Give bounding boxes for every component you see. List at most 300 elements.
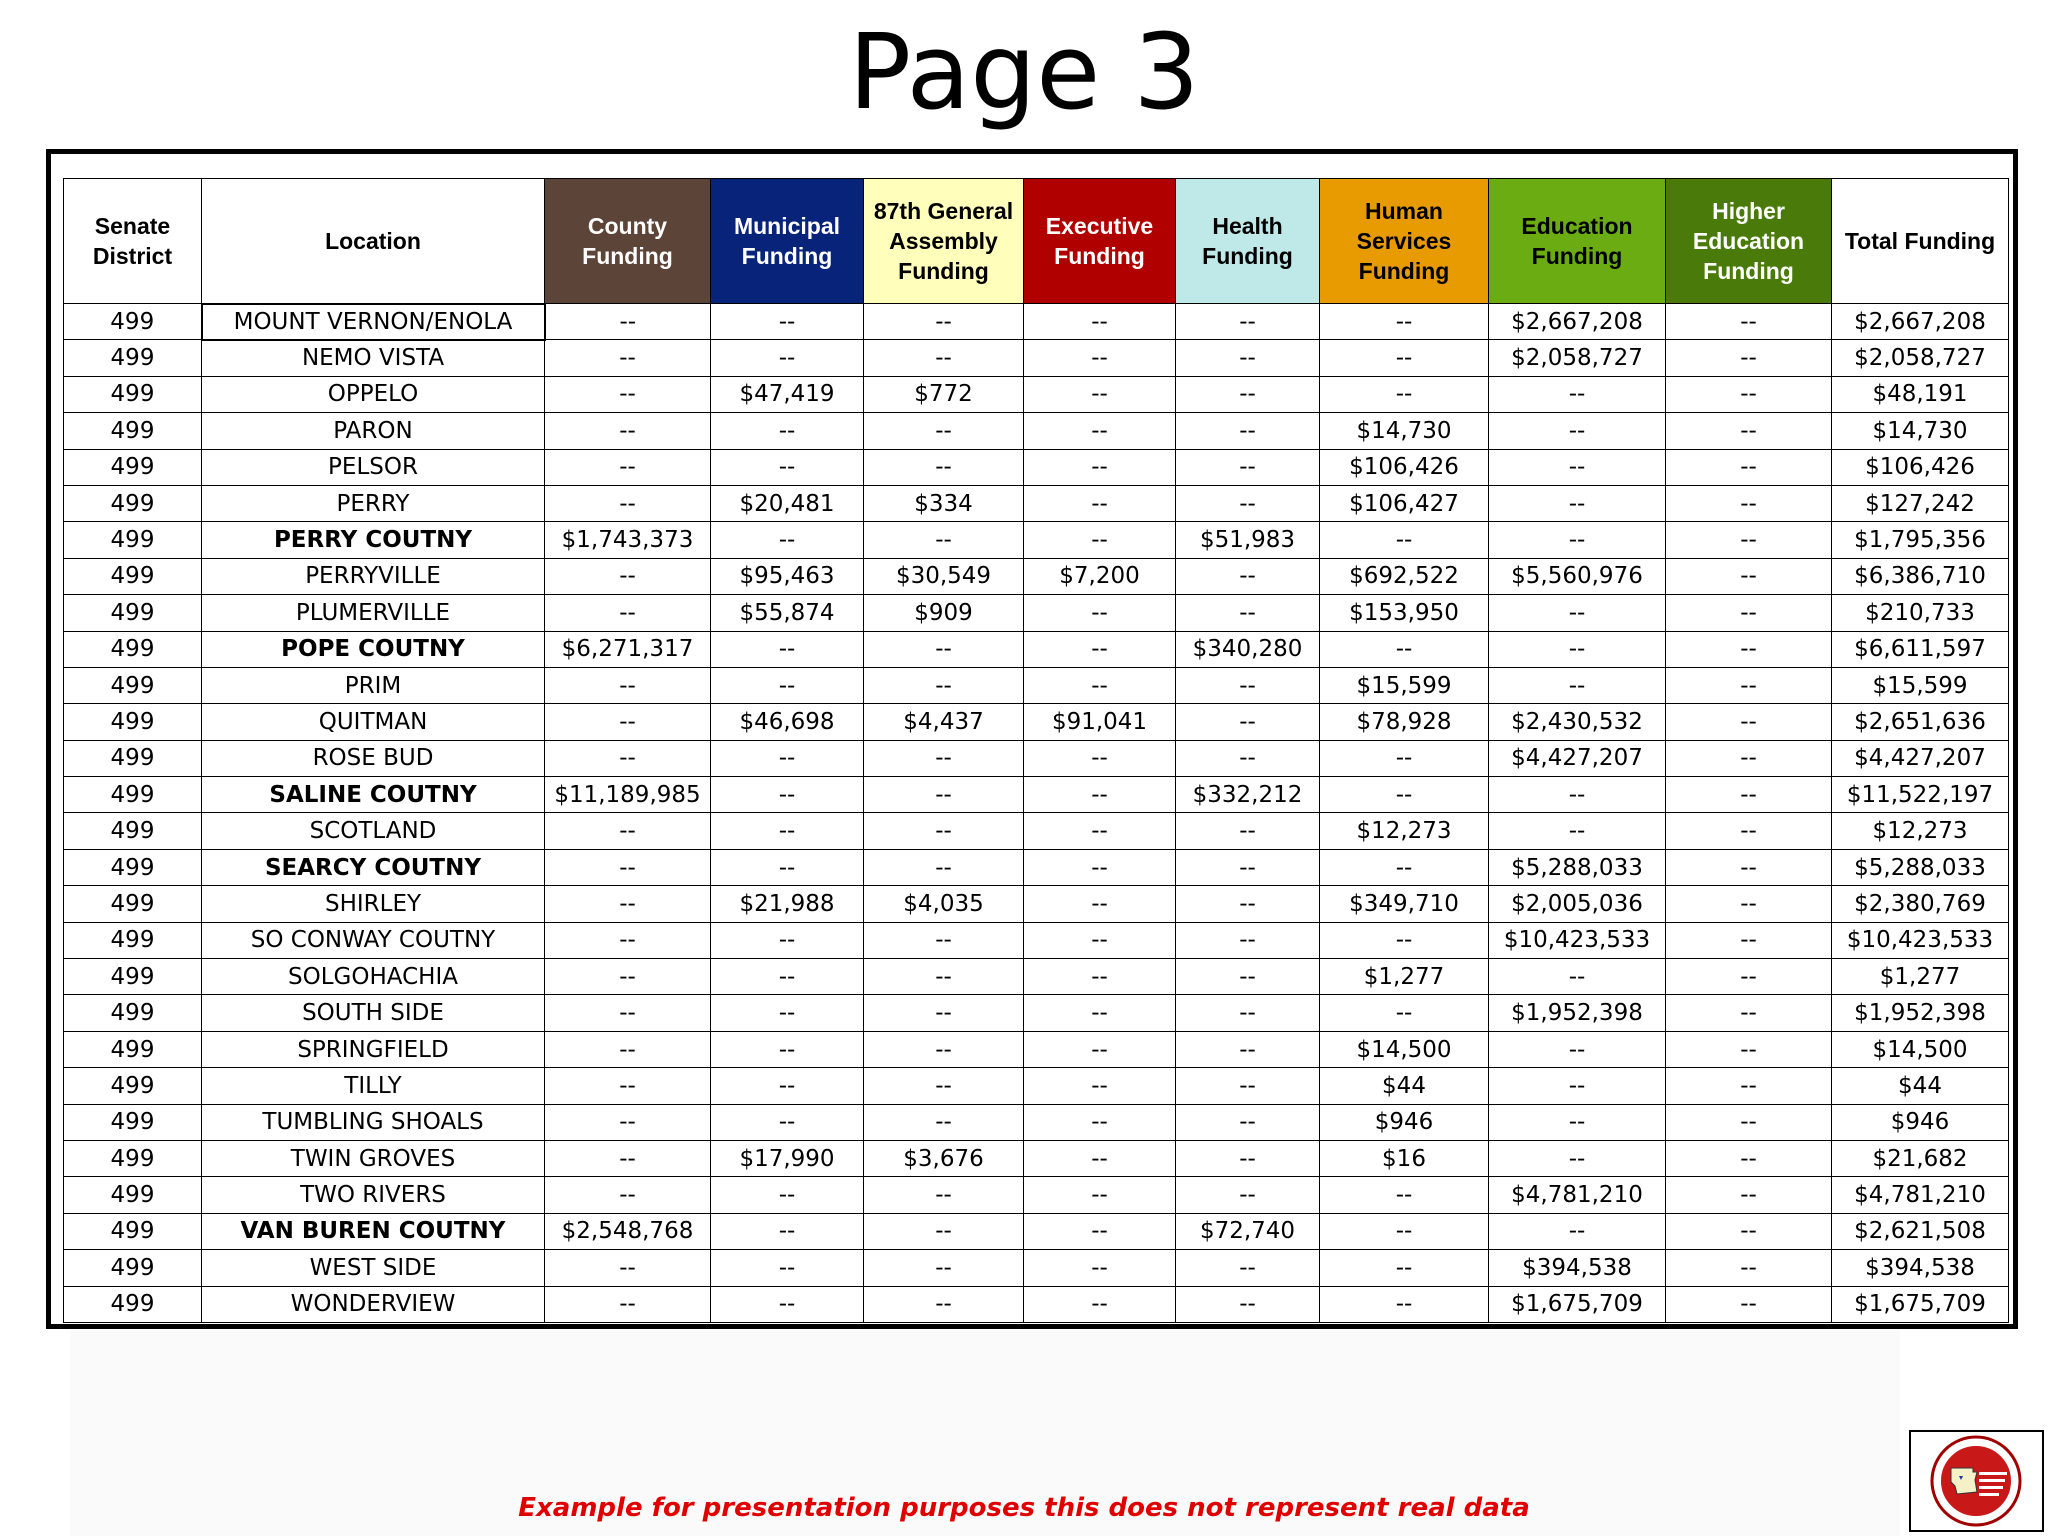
municipal-funding-cell: -- xyxy=(711,449,864,485)
education-funding-cell: $5,560,976 xyxy=(1489,558,1666,594)
table-row xyxy=(64,849,2009,885)
assembly-funding-cell: -- xyxy=(864,340,1024,376)
human-services-funding-cell: $44 xyxy=(1320,1068,1489,1104)
county-funding-cell: -- xyxy=(545,1177,711,1213)
education-funding-cell: -- xyxy=(1489,813,1666,849)
senate-district-cell: 499 xyxy=(64,959,202,995)
senate-district-cell: 499 xyxy=(64,1250,202,1286)
municipal-funding-cell: -- xyxy=(711,1286,864,1322)
assembly-funding-cell: -- xyxy=(864,449,1024,485)
table-row xyxy=(64,449,2009,485)
table-row xyxy=(64,813,2009,849)
table-row xyxy=(64,522,2009,558)
human-services-funding-cell: -- xyxy=(1320,922,1489,958)
total-funding-cell: $127,242 xyxy=(1832,485,2009,521)
funding-table xyxy=(63,178,2009,1323)
location-cell: SOLGOHACHIA xyxy=(202,959,545,995)
table-row xyxy=(64,1068,2009,1104)
human-services-funding-cell: $106,427 xyxy=(1320,485,1489,521)
higher-education-funding-cell: -- xyxy=(1666,995,1832,1031)
senate-district-cell: 499 xyxy=(64,886,202,922)
higher-education-funding-cell: -- xyxy=(1666,485,1832,521)
higher-education-funding-cell: -- xyxy=(1666,1250,1832,1286)
table-row xyxy=(64,1031,2009,1067)
higher-education-funding-cell: -- xyxy=(1666,1213,1832,1249)
county-funding-cell: -- xyxy=(545,667,711,703)
county-funding-cell: -- xyxy=(545,1140,711,1176)
executive-funding-cell: -- xyxy=(1024,485,1176,521)
municipal-funding-cell: $21,988 xyxy=(711,886,864,922)
location-cell: PARON xyxy=(202,413,545,449)
table-row xyxy=(64,667,2009,703)
senate-district-cell: 499 xyxy=(64,740,202,776)
county-funding-cell: -- xyxy=(545,595,711,631)
health-funding-cell: -- xyxy=(1176,1031,1320,1067)
county-funding-cell: $1,743,373 xyxy=(545,522,711,558)
senate-district-cell: 499 xyxy=(64,849,202,885)
higher-education-funding-cell: -- xyxy=(1666,413,1832,449)
location-cell: SOUTH SIDE xyxy=(202,995,545,1031)
assembly-funding-cell: $4,437 xyxy=(864,704,1024,740)
senate-district-cell: 499 xyxy=(64,777,202,813)
health-funding-cell: -- xyxy=(1176,1250,1320,1286)
senate-district-cell: 499 xyxy=(64,413,202,449)
total-funding-cell: $946 xyxy=(1832,1104,2009,1140)
total-funding-cell: $15,599 xyxy=(1832,667,2009,703)
table-row xyxy=(64,558,2009,594)
municipal-funding-cell: -- xyxy=(711,995,864,1031)
municipal-funding-cell: -- xyxy=(711,1031,864,1067)
location-cell: SHIRLEY xyxy=(202,886,545,922)
assembly-funding-cell: -- xyxy=(864,813,1024,849)
header-health-funding: Health Funding xyxy=(1176,179,1320,304)
table-row xyxy=(64,1104,2009,1140)
header-higher-education-funding: Higher Education Funding xyxy=(1666,179,1832,304)
education-funding-cell: -- xyxy=(1489,522,1666,558)
education-funding-cell: -- xyxy=(1489,1031,1666,1067)
senate-district-cell: 499 xyxy=(64,813,202,849)
county-funding-cell: -- xyxy=(545,413,711,449)
senate-district-cell: 499 xyxy=(64,667,202,703)
footer-disclaimer: Example for presentation purposes this does not represent real data xyxy=(518,1493,1530,1523)
education-funding-cell: -- xyxy=(1489,1104,1666,1140)
executive-funding-cell: -- xyxy=(1024,1177,1176,1213)
table-body xyxy=(64,304,2009,1323)
education-funding-cell: $1,675,709 xyxy=(1489,1286,1666,1322)
county-funding-cell: -- xyxy=(545,995,711,1031)
human-services-funding-cell: -- xyxy=(1320,1250,1489,1286)
assembly-funding-cell: $772 xyxy=(864,376,1024,412)
higher-education-funding-cell: -- xyxy=(1666,304,1832,340)
executive-funding-cell: -- xyxy=(1024,959,1176,995)
health-funding-cell: -- xyxy=(1176,413,1320,449)
total-funding-cell: $5,288,033 xyxy=(1832,849,2009,885)
health-funding-cell: -- xyxy=(1176,886,1320,922)
senate-district-cell: 499 xyxy=(64,558,202,594)
education-funding-cell: -- xyxy=(1489,667,1666,703)
executive-funding-cell: -- xyxy=(1024,777,1176,813)
municipal-funding-cell: $20,481 xyxy=(711,485,864,521)
assembly-funding-cell: -- xyxy=(864,667,1024,703)
location-cell: SALINE COUTNY xyxy=(202,777,545,813)
executive-funding-cell: -- xyxy=(1024,1140,1176,1176)
executive-funding-cell: -- xyxy=(1024,922,1176,958)
assembly-funding-cell: -- xyxy=(864,1250,1024,1286)
human-services-funding-cell: $946 xyxy=(1320,1104,1489,1140)
header-total-funding: Total Funding xyxy=(1832,179,2009,304)
municipal-funding-cell: -- xyxy=(711,1213,864,1249)
county-funding-cell: -- xyxy=(545,376,711,412)
municipal-funding-cell: $46,698 xyxy=(711,704,864,740)
table-row xyxy=(64,485,2009,521)
education-funding-cell: -- xyxy=(1489,631,1666,667)
total-funding-cell: $21,682 xyxy=(1832,1140,2009,1176)
health-funding-cell: -- xyxy=(1176,340,1320,376)
education-funding-cell: -- xyxy=(1489,449,1666,485)
county-funding-cell: -- xyxy=(545,886,711,922)
higher-education-funding-cell: -- xyxy=(1666,595,1832,631)
seal-logo-icon xyxy=(1911,1432,2042,1530)
assembly-funding-cell: $909 xyxy=(864,595,1024,631)
human-services-funding-cell: -- xyxy=(1320,849,1489,885)
location-cell: TUMBLING SHOALS xyxy=(202,1104,545,1140)
health-funding-cell: -- xyxy=(1176,304,1320,340)
human-services-funding-cell: $78,928 xyxy=(1320,704,1489,740)
education-funding-cell: -- xyxy=(1489,1213,1666,1249)
senate-district-cell: 499 xyxy=(64,522,202,558)
executive-funding-cell: -- xyxy=(1024,304,1176,340)
health-funding-cell: -- xyxy=(1176,922,1320,958)
table-row xyxy=(64,413,2009,449)
education-funding-cell: $2,667,208 xyxy=(1489,304,1666,340)
total-funding-cell: $1,795,356 xyxy=(1832,522,2009,558)
senate-district-cell: 499 xyxy=(64,1140,202,1176)
location-cell: PERRY xyxy=(202,485,545,521)
table-row xyxy=(64,995,2009,1031)
health-funding-cell: -- xyxy=(1176,595,1320,631)
table-row xyxy=(64,595,2009,631)
location-cell: TWIN GROVES xyxy=(202,1140,545,1176)
header-assembly-funding: 87th General Assembly Funding xyxy=(864,179,1024,304)
human-services-funding-cell: -- xyxy=(1320,777,1489,813)
health-funding-cell: -- xyxy=(1176,449,1320,485)
county-funding-cell: -- xyxy=(545,813,711,849)
header-row xyxy=(64,179,2009,304)
higher-education-funding-cell: -- xyxy=(1666,1140,1832,1176)
human-services-funding-cell: -- xyxy=(1320,631,1489,667)
health-funding-cell: -- xyxy=(1176,813,1320,849)
health-funding-cell: -- xyxy=(1176,704,1320,740)
health-funding-cell: -- xyxy=(1176,1286,1320,1322)
county-funding-cell: -- xyxy=(545,1104,711,1140)
header-human-services-funding: Human Services Funding xyxy=(1320,179,1489,304)
municipal-funding-cell: -- xyxy=(711,740,864,776)
executive-funding-cell: -- xyxy=(1024,886,1176,922)
location-cell: QUITMAN xyxy=(202,704,545,740)
higher-education-funding-cell: -- xyxy=(1666,449,1832,485)
assembly-funding-cell: -- xyxy=(864,304,1024,340)
health-funding-cell: -- xyxy=(1176,558,1320,594)
municipal-funding-cell: -- xyxy=(711,522,864,558)
senate-district-cell: 499 xyxy=(64,304,202,340)
table-row xyxy=(64,1140,2009,1176)
table-row xyxy=(64,959,2009,995)
executive-funding-cell: -- xyxy=(1024,849,1176,885)
higher-education-funding-cell: -- xyxy=(1666,1177,1832,1213)
table-row xyxy=(64,777,2009,813)
municipal-funding-cell: $95,463 xyxy=(711,558,864,594)
table-row xyxy=(64,886,2009,922)
senate-district-cell: 499 xyxy=(64,449,202,485)
human-services-funding-cell: $153,950 xyxy=(1320,595,1489,631)
location-cell: SO CONWAY COUTNY xyxy=(202,922,545,958)
assembly-funding-cell: -- xyxy=(864,995,1024,1031)
table-row xyxy=(64,304,2009,340)
page-title: Page 3 xyxy=(848,11,1200,133)
higher-education-funding-cell: -- xyxy=(1666,558,1832,594)
assembly-funding-cell: -- xyxy=(864,1031,1024,1067)
municipal-funding-cell: -- xyxy=(711,1068,864,1104)
table-row xyxy=(64,922,2009,958)
health-funding-cell: -- xyxy=(1176,1104,1320,1140)
senate-district-cell: 499 xyxy=(64,595,202,631)
health-funding-cell: $332,212 xyxy=(1176,777,1320,813)
human-services-funding-cell: -- xyxy=(1320,522,1489,558)
executive-funding-cell: -- xyxy=(1024,740,1176,776)
total-funding-cell: $11,522,197 xyxy=(1832,777,2009,813)
total-funding-cell: $2,621,508 xyxy=(1832,1213,2009,1249)
human-services-funding-cell: $15,599 xyxy=(1320,667,1489,703)
total-funding-cell: $4,781,210 xyxy=(1832,1177,2009,1213)
education-funding-cell: -- xyxy=(1489,1068,1666,1104)
human-services-funding-cell: -- xyxy=(1320,340,1489,376)
human-services-funding-cell: -- xyxy=(1320,740,1489,776)
human-services-funding-cell: $14,500 xyxy=(1320,1031,1489,1067)
assembly-funding-cell: $334 xyxy=(864,485,1024,521)
senate-district-cell: 499 xyxy=(64,1177,202,1213)
human-services-funding-cell: -- xyxy=(1320,1213,1489,1249)
health-funding-cell: -- xyxy=(1176,667,1320,703)
executive-funding-cell: -- xyxy=(1024,522,1176,558)
location-cell: PELSOR xyxy=(202,449,545,485)
total-funding-cell: $394,538 xyxy=(1832,1250,2009,1286)
higher-education-funding-cell: -- xyxy=(1666,1104,1832,1140)
executive-funding-cell: -- xyxy=(1024,340,1176,376)
executive-funding-cell: -- xyxy=(1024,667,1176,703)
executive-funding-cell: $7,200 xyxy=(1024,558,1176,594)
total-funding-cell: $10,423,533 xyxy=(1832,922,2009,958)
county-funding-cell: -- xyxy=(545,1286,711,1322)
senate-district-cell: 499 xyxy=(64,704,202,740)
education-funding-cell: $2,058,727 xyxy=(1489,340,1666,376)
higher-education-funding-cell: -- xyxy=(1666,667,1832,703)
higher-education-funding-cell: -- xyxy=(1666,631,1832,667)
higher-education-funding-cell: -- xyxy=(1666,1031,1832,1067)
higher-education-funding-cell: -- xyxy=(1666,959,1832,995)
higher-education-funding-cell: -- xyxy=(1666,340,1832,376)
county-funding-cell: -- xyxy=(545,558,711,594)
higher-education-funding-cell: -- xyxy=(1666,886,1832,922)
assembly-funding-cell: -- xyxy=(864,849,1024,885)
table-row xyxy=(64,1177,2009,1213)
human-services-funding-cell: $14,730 xyxy=(1320,413,1489,449)
higher-education-funding-cell: -- xyxy=(1666,849,1832,885)
executive-funding-cell: -- xyxy=(1024,1031,1176,1067)
table-row xyxy=(64,376,2009,412)
assembly-funding-cell: -- xyxy=(864,631,1024,667)
table-row xyxy=(64,704,2009,740)
total-funding-cell: $14,730 xyxy=(1832,413,2009,449)
county-funding-cell: $2,548,768 xyxy=(545,1213,711,1249)
executive-funding-cell: -- xyxy=(1024,995,1176,1031)
human-services-funding-cell: -- xyxy=(1320,376,1489,412)
assembly-funding-cell: -- xyxy=(864,1104,1024,1140)
human-services-funding-cell: -- xyxy=(1320,1286,1489,1322)
higher-education-funding-cell: -- xyxy=(1666,922,1832,958)
location-cell: MOUNT VERNON/ENOLA xyxy=(202,304,545,340)
table-row xyxy=(64,1213,2009,1249)
location-cell: POPE COUTNY xyxy=(202,631,545,667)
executive-funding-cell: -- xyxy=(1024,413,1176,449)
total-funding-cell: $2,651,636 xyxy=(1832,704,2009,740)
executive-funding-cell: $91,041 xyxy=(1024,704,1176,740)
county-funding-cell: -- xyxy=(545,1068,711,1104)
total-funding-cell: $12,273 xyxy=(1832,813,2009,849)
municipal-funding-cell: -- xyxy=(711,304,864,340)
education-funding-cell: -- xyxy=(1489,777,1666,813)
executive-funding-cell: -- xyxy=(1024,631,1176,667)
education-funding-cell: $394,538 xyxy=(1489,1250,1666,1286)
total-funding-cell: $2,380,769 xyxy=(1832,886,2009,922)
municipal-funding-cell: -- xyxy=(711,777,864,813)
location-cell: ROSE BUD xyxy=(202,740,545,776)
education-funding-cell: -- xyxy=(1489,595,1666,631)
higher-education-funding-cell: -- xyxy=(1666,1286,1832,1322)
county-funding-cell: -- xyxy=(545,740,711,776)
higher-education-funding-cell: -- xyxy=(1666,704,1832,740)
agency-seal xyxy=(1909,1430,2044,1532)
education-funding-cell: $5,288,033 xyxy=(1489,849,1666,885)
health-funding-cell: -- xyxy=(1176,485,1320,521)
education-funding-cell: $4,781,210 xyxy=(1489,1177,1666,1213)
human-services-funding-cell: $692,522 xyxy=(1320,558,1489,594)
health-funding-cell: -- xyxy=(1176,1177,1320,1213)
health-funding-cell: -- xyxy=(1176,959,1320,995)
county-funding-cell: -- xyxy=(545,922,711,958)
senate-district-cell: 499 xyxy=(64,1104,202,1140)
higher-education-funding-cell: -- xyxy=(1666,1068,1832,1104)
executive-funding-cell: -- xyxy=(1024,595,1176,631)
header-county-funding: County Funding xyxy=(545,179,711,304)
education-funding-cell: $1,952,398 xyxy=(1489,995,1666,1031)
header-location: Location xyxy=(202,179,545,304)
education-funding-cell: $10,423,533 xyxy=(1489,922,1666,958)
senate-district-cell: 499 xyxy=(64,1213,202,1249)
executive-funding-cell: -- xyxy=(1024,1104,1176,1140)
county-funding-cell: -- xyxy=(545,849,711,885)
header-education-funding: Education Funding xyxy=(1489,179,1666,304)
human-services-funding-cell: -- xyxy=(1320,1177,1489,1213)
assembly-funding-cell: -- xyxy=(864,740,1024,776)
executive-funding-cell: -- xyxy=(1024,1213,1176,1249)
senate-district-cell: 499 xyxy=(64,995,202,1031)
education-funding-cell: -- xyxy=(1489,959,1666,995)
assembly-funding-cell: -- xyxy=(864,922,1024,958)
total-funding-cell: $6,386,710 xyxy=(1832,558,2009,594)
location-cell: PERRY COUTNY xyxy=(202,522,545,558)
senate-district-cell: 499 xyxy=(64,1286,202,1322)
senate-district-cell: 499 xyxy=(64,340,202,376)
assembly-funding-cell: $4,035 xyxy=(864,886,1024,922)
location-cell: OPPELO xyxy=(202,376,545,412)
municipal-funding-cell: -- xyxy=(711,1250,864,1286)
executive-funding-cell: -- xyxy=(1024,1286,1176,1322)
health-funding-cell: -- xyxy=(1176,376,1320,412)
assembly-funding-cell: -- xyxy=(864,1286,1024,1322)
municipal-funding-cell: -- xyxy=(711,849,864,885)
assembly-funding-cell: -- xyxy=(864,1213,1024,1249)
health-funding-cell: -- xyxy=(1176,995,1320,1031)
location-cell: PRIM xyxy=(202,667,545,703)
county-funding-cell: -- xyxy=(545,340,711,376)
municipal-funding-cell: $17,990 xyxy=(711,1140,864,1176)
executive-funding-cell: -- xyxy=(1024,1068,1176,1104)
table-row xyxy=(64,340,2009,376)
higher-education-funding-cell: -- xyxy=(1666,777,1832,813)
municipal-funding-cell: -- xyxy=(711,1177,864,1213)
county-funding-cell: -- xyxy=(545,1031,711,1067)
total-funding-cell: $1,952,398 xyxy=(1832,995,2009,1031)
table-row xyxy=(64,1250,2009,1286)
total-funding-cell: $106,426 xyxy=(1832,449,2009,485)
health-funding-cell: -- xyxy=(1176,849,1320,885)
health-funding-cell: $340,280 xyxy=(1176,631,1320,667)
higher-education-funding-cell: -- xyxy=(1666,376,1832,412)
health-funding-cell: -- xyxy=(1176,1140,1320,1176)
education-funding-cell: $4,427,207 xyxy=(1489,740,1666,776)
municipal-funding-cell: -- xyxy=(711,413,864,449)
municipal-funding-cell: -- xyxy=(711,959,864,995)
education-funding-cell: -- xyxy=(1489,376,1666,412)
table-row xyxy=(64,740,2009,776)
executive-funding-cell: -- xyxy=(1024,1250,1176,1286)
total-funding-cell: $2,058,727 xyxy=(1832,340,2009,376)
location-cell: VAN BUREN COUTNY xyxy=(202,1213,545,1249)
header-executive-funding: Executive Funding xyxy=(1024,179,1176,304)
total-funding-cell: $44 xyxy=(1832,1068,2009,1104)
location-cell: WONDERVIEW xyxy=(202,1286,545,1322)
health-funding-cell: -- xyxy=(1176,740,1320,776)
total-funding-cell: $6,611,597 xyxy=(1832,631,2009,667)
total-funding-cell: $1,675,709 xyxy=(1832,1286,2009,1322)
executive-funding-cell: -- xyxy=(1024,449,1176,485)
location-cell: PERRYVILLE xyxy=(202,558,545,594)
education-funding-cell: -- xyxy=(1489,485,1666,521)
senate-district-cell: 499 xyxy=(64,922,202,958)
table-row xyxy=(64,1286,2009,1322)
county-funding-cell: -- xyxy=(545,959,711,995)
higher-education-funding-cell: -- xyxy=(1666,740,1832,776)
total-funding-cell: $210,733 xyxy=(1832,595,2009,631)
municipal-funding-cell: -- xyxy=(711,922,864,958)
county-funding-cell: -- xyxy=(545,485,711,521)
senate-district-cell: 499 xyxy=(64,376,202,412)
senate-district-cell: 499 xyxy=(64,631,202,667)
education-funding-cell: $2,005,036 xyxy=(1489,886,1666,922)
senate-district-cell: 499 xyxy=(64,1068,202,1104)
table-row xyxy=(64,631,2009,667)
education-funding-cell: -- xyxy=(1489,413,1666,449)
